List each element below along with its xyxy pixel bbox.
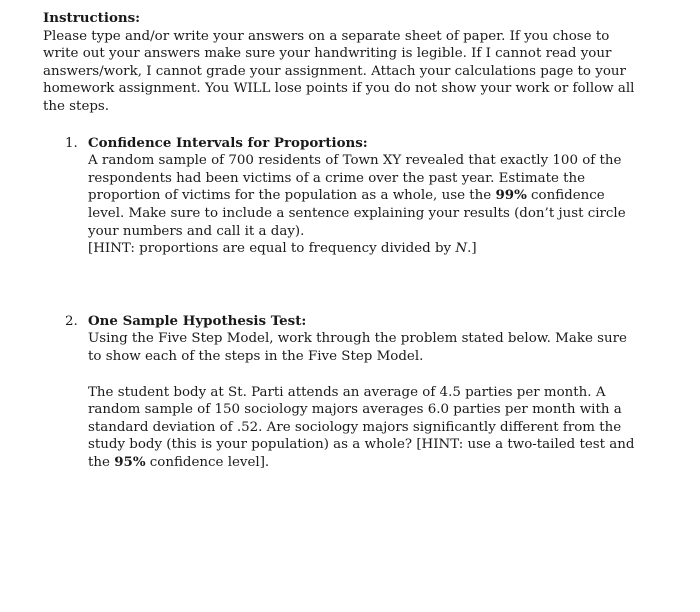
paragraph-gap xyxy=(88,366,643,384)
document xyxy=(43,10,643,471)
question-2-problem-text-end: confidence level]. xyxy=(145,454,270,470)
question-2-title: One Sample Hypothesis Test: xyxy=(88,312,307,329)
instructions-heading: Instructions: xyxy=(43,10,141,26)
question-2 xyxy=(65,313,643,472)
question-2-problem-text: The student body at St. Parti attends an average of 4.5 parties per month. A random sample of 150 sociology majors averages 6.0 parties per month with a standard deviation of .52. Are sociology majors significantly different from the study body (this is your population) as a whole? [HINT: use a two-tailed test and the xyxy=(88,384,635,470)
question-2-intro: Using the Five Step Model, work through the problem stated below. Make sure to show each of the steps in the Five Step Model. xyxy=(88,331,627,364)
question-1-body-text: A random sample of 700 residents of Town XY revealed that exactly 100 of the respondents had been victims of a crime over the past year. Estimate the proportion of victims for the population as a whole, use the xyxy=(88,153,622,204)
question-1-title: Confidence Intervals for Proportions: xyxy=(88,134,368,151)
question-2-problem xyxy=(88,384,643,472)
instructions-text: Please type and/or write your answers on a separate sheet of paper. If you chose to write out your answers make sure your handwriting is legible. If I cannot read your answers/work, I cannot grade your assignment. Attach your calculations page to your homework assignment. You WILL lose points if you do not show your work or follow all the steps. xyxy=(43,28,635,114)
question-1-body-text-end: confidence level. Make sure to include a sentence explaining your results (don’t just circle your numbers and call it a day). xyxy=(88,188,626,239)
question-1-body xyxy=(88,152,643,240)
question-1-number: 1. xyxy=(65,135,78,151)
question-1-hint-variable: N xyxy=(455,241,468,257)
question-1-confidence-level: 99% xyxy=(495,187,527,204)
question-1 xyxy=(65,135,643,258)
instructions-section xyxy=(43,10,643,116)
question-1-hint-end: .] xyxy=(467,241,477,257)
question-2-number: 2. xyxy=(65,313,78,329)
question-1-hint-text: [HINT: proportions are equal to frequency divided by xyxy=(88,241,456,257)
question-1-hint xyxy=(88,240,643,258)
question-2-confidence-level: 95% xyxy=(114,453,146,470)
